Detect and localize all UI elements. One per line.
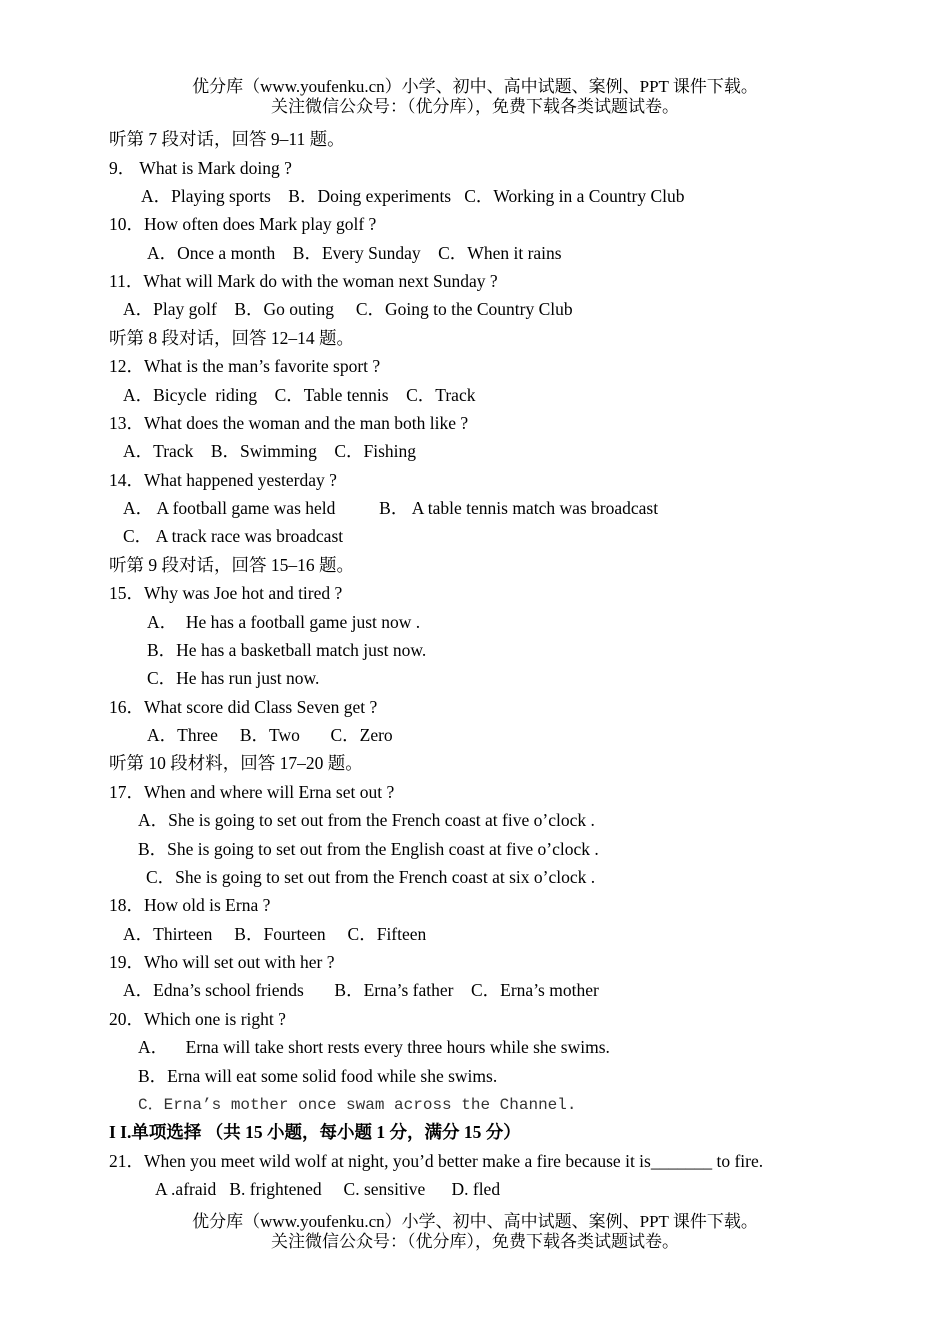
question-11: 11．What will Mark do with the woman next Sunday ? xyxy=(109,271,498,291)
question-18-options: A．Thirteen B．Fourteen C．Fifteen xyxy=(123,924,427,944)
page-footer-line-2: 关注微信公众号：（优分库），免费下载各类试题试卷。 xyxy=(271,1232,679,1251)
question-11-options: A．Play golf B．Go outing C．Going to the Country Club xyxy=(123,299,573,319)
question-14-option-c: C． A track race was broadcast xyxy=(123,526,344,546)
page-footer-line-1: 优分库（www.youfenku.cn）小学、初中、高中试题、案例、PPT 课件下载。 xyxy=(192,1212,758,1231)
question-17-option-b: B．She is going to set out from the English coast at five o’clock . xyxy=(138,839,599,859)
question-13: 13．What does the woman and the man both like ? xyxy=(109,413,469,433)
question-10: 10．How often does Mark play golf ? xyxy=(109,214,377,234)
section-instruction: 听第 8 段对话，回答 12–14 题。 xyxy=(109,328,354,348)
question-15-option-c: C．He has run just now. xyxy=(147,668,320,688)
question-9-options: A．Playing sports B．Doing experiments C．Working in a Country Club xyxy=(141,186,685,206)
question-19: 19．Who will set out with her ? xyxy=(109,952,335,972)
page-header-line-2: 关注微信公众号：（优分库），免费下载各类试题试卷。 xyxy=(271,97,679,116)
question-17-option-c: C．She is going to set out from the French coast at six o’clock . xyxy=(146,867,596,887)
section-heading: I I.单项选择 （共 15 小题，每小题 1 分，满分 15 分） xyxy=(109,1122,521,1142)
question-17: 17．When and where will Erna set out ? xyxy=(109,782,395,802)
question-14-options: A． A football game was held B． A table tennis match was broadcast xyxy=(123,498,659,518)
question-18: 18．How old is Erna ? xyxy=(109,895,271,915)
question-21: 21．When you meet wild wolf at night, you’d better make a fire because it is_______ to fire. xyxy=(109,1151,764,1171)
question-17-option-a: A．She is going to set out from the French coast at five o’clock . xyxy=(138,810,595,830)
question-12: 12．What is the man’s favorite sport ? xyxy=(109,356,381,376)
section-instruction: 听第 7 段对话，回答 9–11 题。 xyxy=(109,129,345,149)
question-15-option-b: B．He has a basketball match just now. xyxy=(147,640,427,660)
question-21-options: A .afraid B. frightened C. sensitive D. fled xyxy=(155,1179,501,1199)
question-9: 9． What is Mark doing ? xyxy=(109,158,292,178)
section-instruction: 听第 9 段对话，回答 15–16 题。 xyxy=(109,555,354,575)
question-12-options: A．Bicycle riding C．Table tennis C．Track xyxy=(123,385,476,405)
question-14: 14．What happened yesterday ? xyxy=(109,470,337,490)
question-20-option-a: A． Erna will take short rests every three hours while she swims. xyxy=(138,1037,610,1057)
question-16: 16．What score did Class Seven get ? xyxy=(109,697,378,717)
question-13-options: A．Track B．Swimming C．Fishing xyxy=(123,441,417,461)
page-header-line-1: 优分库（www.youfenku.cn）小学、初中、高中试题、案例、PPT 课件下载。 xyxy=(192,77,758,96)
question-15: 15．Why was Joe hot and tired ? xyxy=(109,583,343,603)
question-16-options: A．Three B．Two C．Zero xyxy=(147,725,393,745)
question-19-options: A．Edna’s school friends B．Erna’s father C．Erna’s mother xyxy=(123,980,599,1000)
question-15-option-a: A． He has a football game just now . xyxy=(147,612,421,632)
question-20-option-b: B．Erna will eat some solid food while she swims. xyxy=(138,1066,498,1086)
question-20-option-c: C．Erna’s mother once swam across the Channel. xyxy=(138,1096,577,1114)
question-10-options: A．Once a month B．Every Sunday C．When it rains xyxy=(147,243,562,263)
question-20: 20．Which one is right ? xyxy=(109,1009,286,1029)
section-instruction: 听第 10 段材料，回答 17–20 题。 xyxy=(109,753,363,773)
